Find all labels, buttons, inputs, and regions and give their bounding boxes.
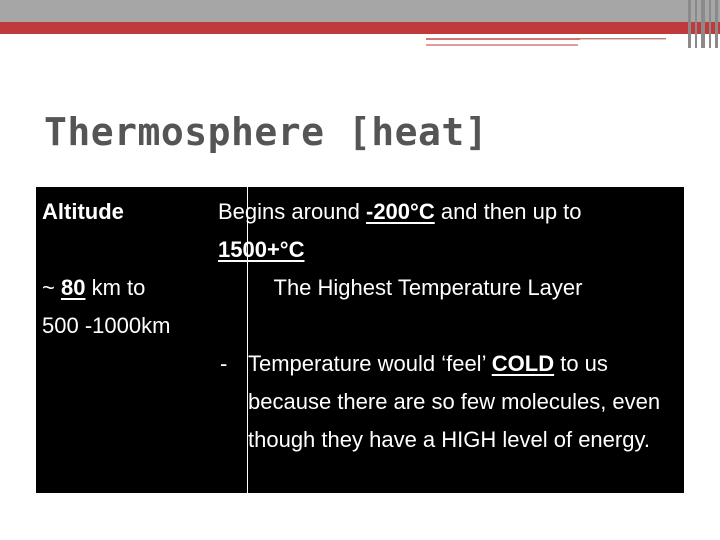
bullet-text-pre: Temperature would ‘feel’ bbox=[248, 351, 492, 376]
altitude-heading: Altitude bbox=[42, 199, 124, 224]
content-table bbox=[36, 187, 684, 493]
header-bar bbox=[0, 0, 720, 22]
layer-subtitle: The Highest Temperature Layer bbox=[273, 275, 583, 300]
temp-text: Begins around bbox=[218, 199, 366, 224]
high-temp: 1500+°C bbox=[218, 237, 305, 262]
header-accent-bar bbox=[0, 22, 720, 34]
bullet-dash: - bbox=[220, 351, 228, 376]
description-cell bbox=[218, 193, 680, 459]
altitude-cell bbox=[42, 193, 170, 345]
decorative-line bbox=[580, 39, 666, 40]
approx-symbol: ~ bbox=[42, 275, 61, 300]
temp-text: and then up to bbox=[434, 199, 582, 224]
low-temp: -200°C bbox=[366, 199, 435, 224]
cold-word: COLD bbox=[491, 351, 555, 376]
altitude-mid: km to bbox=[85, 275, 146, 300]
decorative-stripes bbox=[686, 0, 720, 48]
bullet-item bbox=[218, 345, 680, 459]
slide-title: Thermosphere [heat] bbox=[44, 110, 489, 154]
altitude-range-line bbox=[42, 269, 170, 307]
bullet-text-post: to us because there are so few molecules, even though they have a HIGH level of energy. bbox=[248, 351, 661, 452]
decorative-line bbox=[426, 44, 578, 46]
altitude-low: 80 bbox=[60, 275, 86, 300]
bullet-text bbox=[248, 345, 680, 459]
temp-range-line bbox=[218, 193, 680, 231]
altitude-high: 500 -1000km bbox=[42, 313, 171, 338]
